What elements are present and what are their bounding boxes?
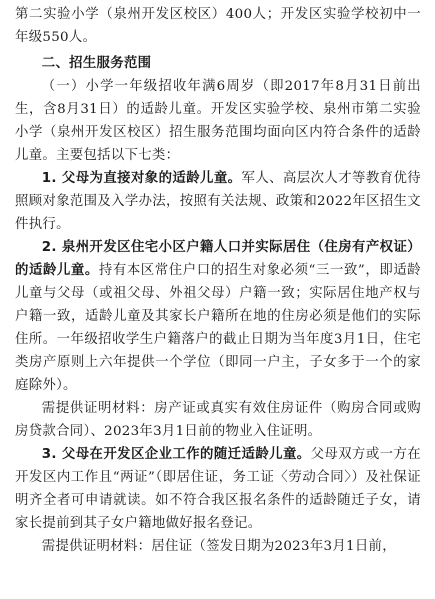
category-3-paragraph [15,443,421,535]
category-3-body: 父母双方或一方在开发区内工作且“两证”（即居住证，务工证〈劳动合同〉）及社保证明齐全者可申请就读。如不符合我区报名条件的适龄随迁子女，请家长提前到其子女户籍地做好报名登记。 [15,447,421,531]
category-1-body: 军人、高层次人才等教育优待照顾对象范围及入学办法，按照有关法规、政策和2022年区招生文件执行。 [15,171,421,232]
category-2-body: 持有本区常住户口的招生对象必须“三一致”，即适龄儿童与父母（或祖父母、外祖父母）户籍一致；实际居住地产权与户籍一致，适龄儿童及其家长户籍所在地的住房必须是他们的实际住所。一年级招收学生户籍落户的截止日期为当年度3月1日，住宅类房产原则上六年提供一个学位（即同一户主，子女多于一个的家庭除外）。 [15,263,421,393]
category-3-documents: 需提供证明材料：居住证（签发日期为2023年3月1日前， [41,539,396,554]
section-heading: 二、招生服务范围 [41,56,152,71]
category-3-lead: 3. 父母在开发区企业工作的随迁适龄儿童。 [41,447,311,462]
category-1-paragraph [15,167,421,236]
category-1-lead: 1. 父母为直接对象的适龄儿童。 [41,171,242,186]
category-2-documents: 需提供证明材料：房产证或真实有效住房证件（购房合同或购房贷款合同）、2023年3月1日前的物业入住证明。 [15,401,421,439]
category-2-lead: 2. 泉州开发区住宅小区户籍人口并实际居住（住房有产权证）的适龄儿童。 [15,240,421,278]
scope-paragraph: （一）小学一年级招收年满6周岁（即2017年8月31日前出生，含8月31日）的适龄儿童。开发区实验学校、泉州市第二实验小学（泉州开发区校区）招生服务范围均面向区内符合条件的适龄儿童。主要包括以下七类： [15,79,421,163]
enrollment-quota-text: 第二实验小学（泉州开发区校区）400人；开发区实验学校初中一年级550人。 [15,7,421,45]
category-2-paragraph [15,236,421,397]
